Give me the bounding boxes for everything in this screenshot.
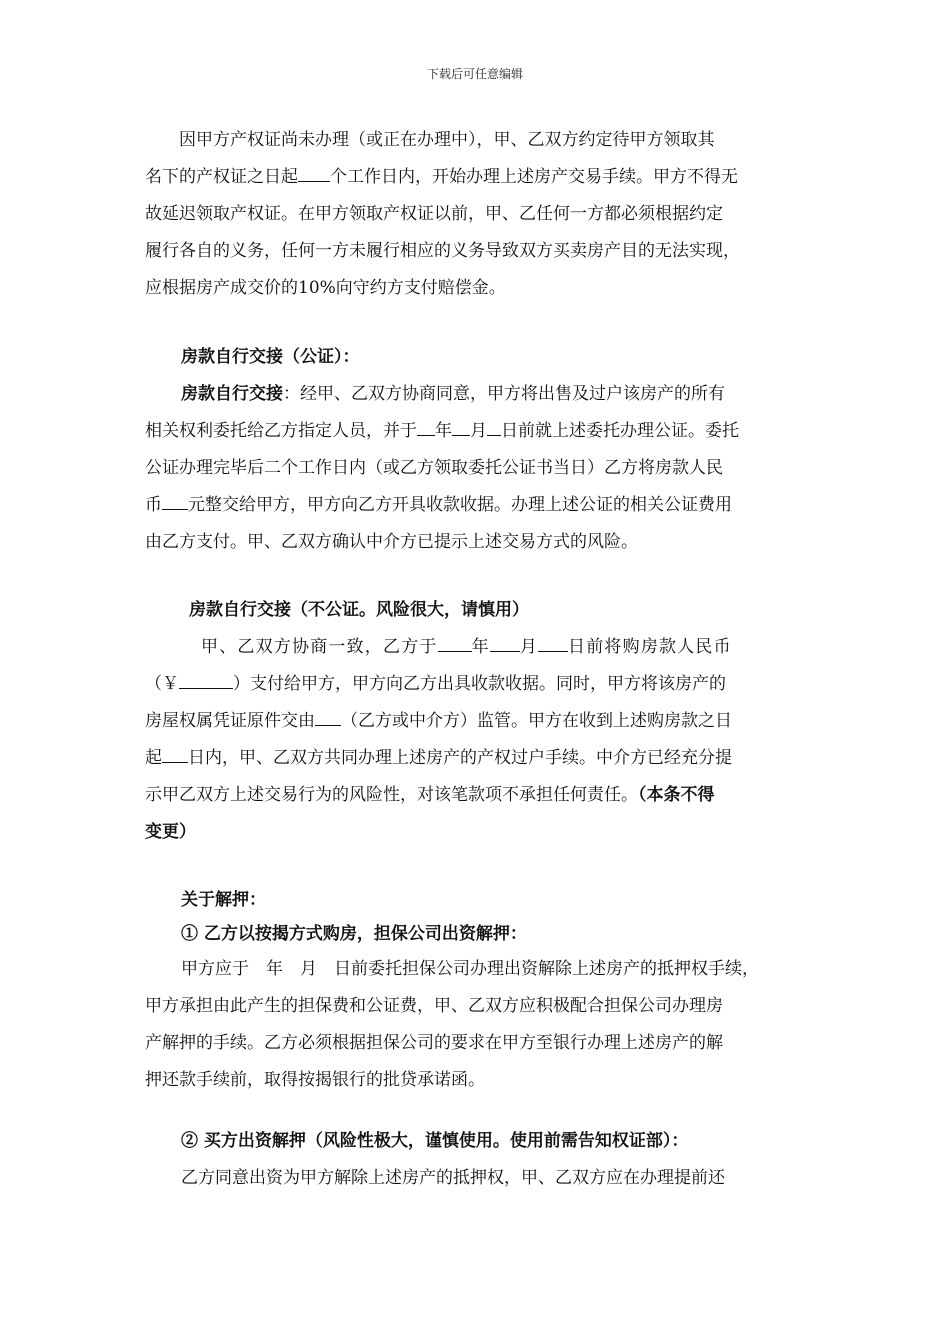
text-line: 履行各自的义务，任何一方未履行相应的义务导致双方买卖房产目的无法实现， [145,241,740,261]
spacer [145,1099,810,1123]
text-line: 房屋权属凭证原件交由 （乙方或中介方）监管。甲方在收到上述购房款之日 [145,703,810,740]
blank-underline [315,705,341,726]
blank-underline [452,415,470,436]
text-line: （￥ ）支付给甲方，甲方向乙方出具收款收据。同时，甲方将该房产的 [145,666,810,703]
text-line: 由乙方支付。甲、乙双方确认中介方已提示上述交易方式的风险。 [145,532,638,552]
text-line: 甲、乙双方协商一致，乙方于 年 月 日前将购房款人民币 [145,629,810,666]
text-line: 变更） [145,822,196,842]
text-line: 起 日内，甲、乙双方共同办理上述房产的产权过户手续。中介方已经充分提 [145,740,810,777]
section-unnotarized-payment [145,592,810,851]
section-heading: 房款自行交接（公证）： [181,347,360,367]
text-line: 因甲方产权证尚未办理（或正在办理中），甲、乙双方约定待甲方领取其 [179,130,715,150]
text-line: 应根据房产成交价的10%向守约方支付赔偿金。 [145,278,506,298]
blank-underline [490,631,520,652]
blank-underline [487,415,501,436]
page-header: 下载后可任意编辑 [426,67,523,81]
subsection-heading: ① 乙方以按揭方式购房，担保公司出资解押： [181,924,527,944]
section-heading: 关于解押： [181,890,266,910]
text-line: 乙方同意出资为甲方解除上述房产的抵押权，甲、乙双方应在办理提前还 [181,1168,725,1188]
section-notarized-payment [145,339,810,561]
text-line: 示甲乙双方上述交易行为的风险性，对该笔款项不承担任何责任。（本条不得 [145,785,715,805]
text-line: 押还款手续前，取得按揭银行的批贷承诺函。 [145,1070,485,1090]
text-line: 房款自行交接：经甲、乙双方协商同意，甲方将出售及过户该房产的所有 [181,384,725,404]
text-line: 故延迟领取产权证。在甲方领取产权证以前，甲、乙任何一方都必须根据约定 [145,204,723,224]
text-line: 币 元整交给甲方，甲方向乙方开具收款收据。办理上述公证的相关公证费用 [145,487,810,524]
text-line: 名下的产权证之日起 个工作日内，开始办理上述房产交易手续。甲方不得无 [145,159,810,196]
text-line: 甲方承担由此产生的担保费和公证费，甲、乙双方应积极配合担保公司办理房 [145,996,723,1016]
blank-underline [438,631,472,652]
subsection-heading: ② 买方出资解押（风险性极大，谨慎使用。使用前需告知权证部）： [181,1131,689,1151]
section-mortgage-release [145,883,810,1197]
blank-underline [162,742,188,763]
section-heading: 房款自行交接（不公证。风险很大，请慎用） [189,600,529,620]
text-line: 产解押的手续。乙方必须根据担保公司的要求在甲方至银行办理上述房产的解 [145,1033,723,1053]
text-line: 甲方应于 年 月 日前委托担保公司办理出资解除上述房产的抵押权手续， [181,959,759,979]
blank-underline [538,631,568,652]
paragraph-property-certificate [145,122,810,307]
blank-underline [417,415,435,436]
blank-underline [298,161,330,182]
blank-underline [179,668,233,689]
blank-underline [162,489,188,510]
text-line: 相关权利委托给乙方指定人员，并于 年 月 日前就上述委托办理公证。委托 [145,413,810,450]
text-line: 公证办理完毕后二个工作日内（或乙方领取委托公证书当日）乙方将房款人民 [145,458,723,478]
